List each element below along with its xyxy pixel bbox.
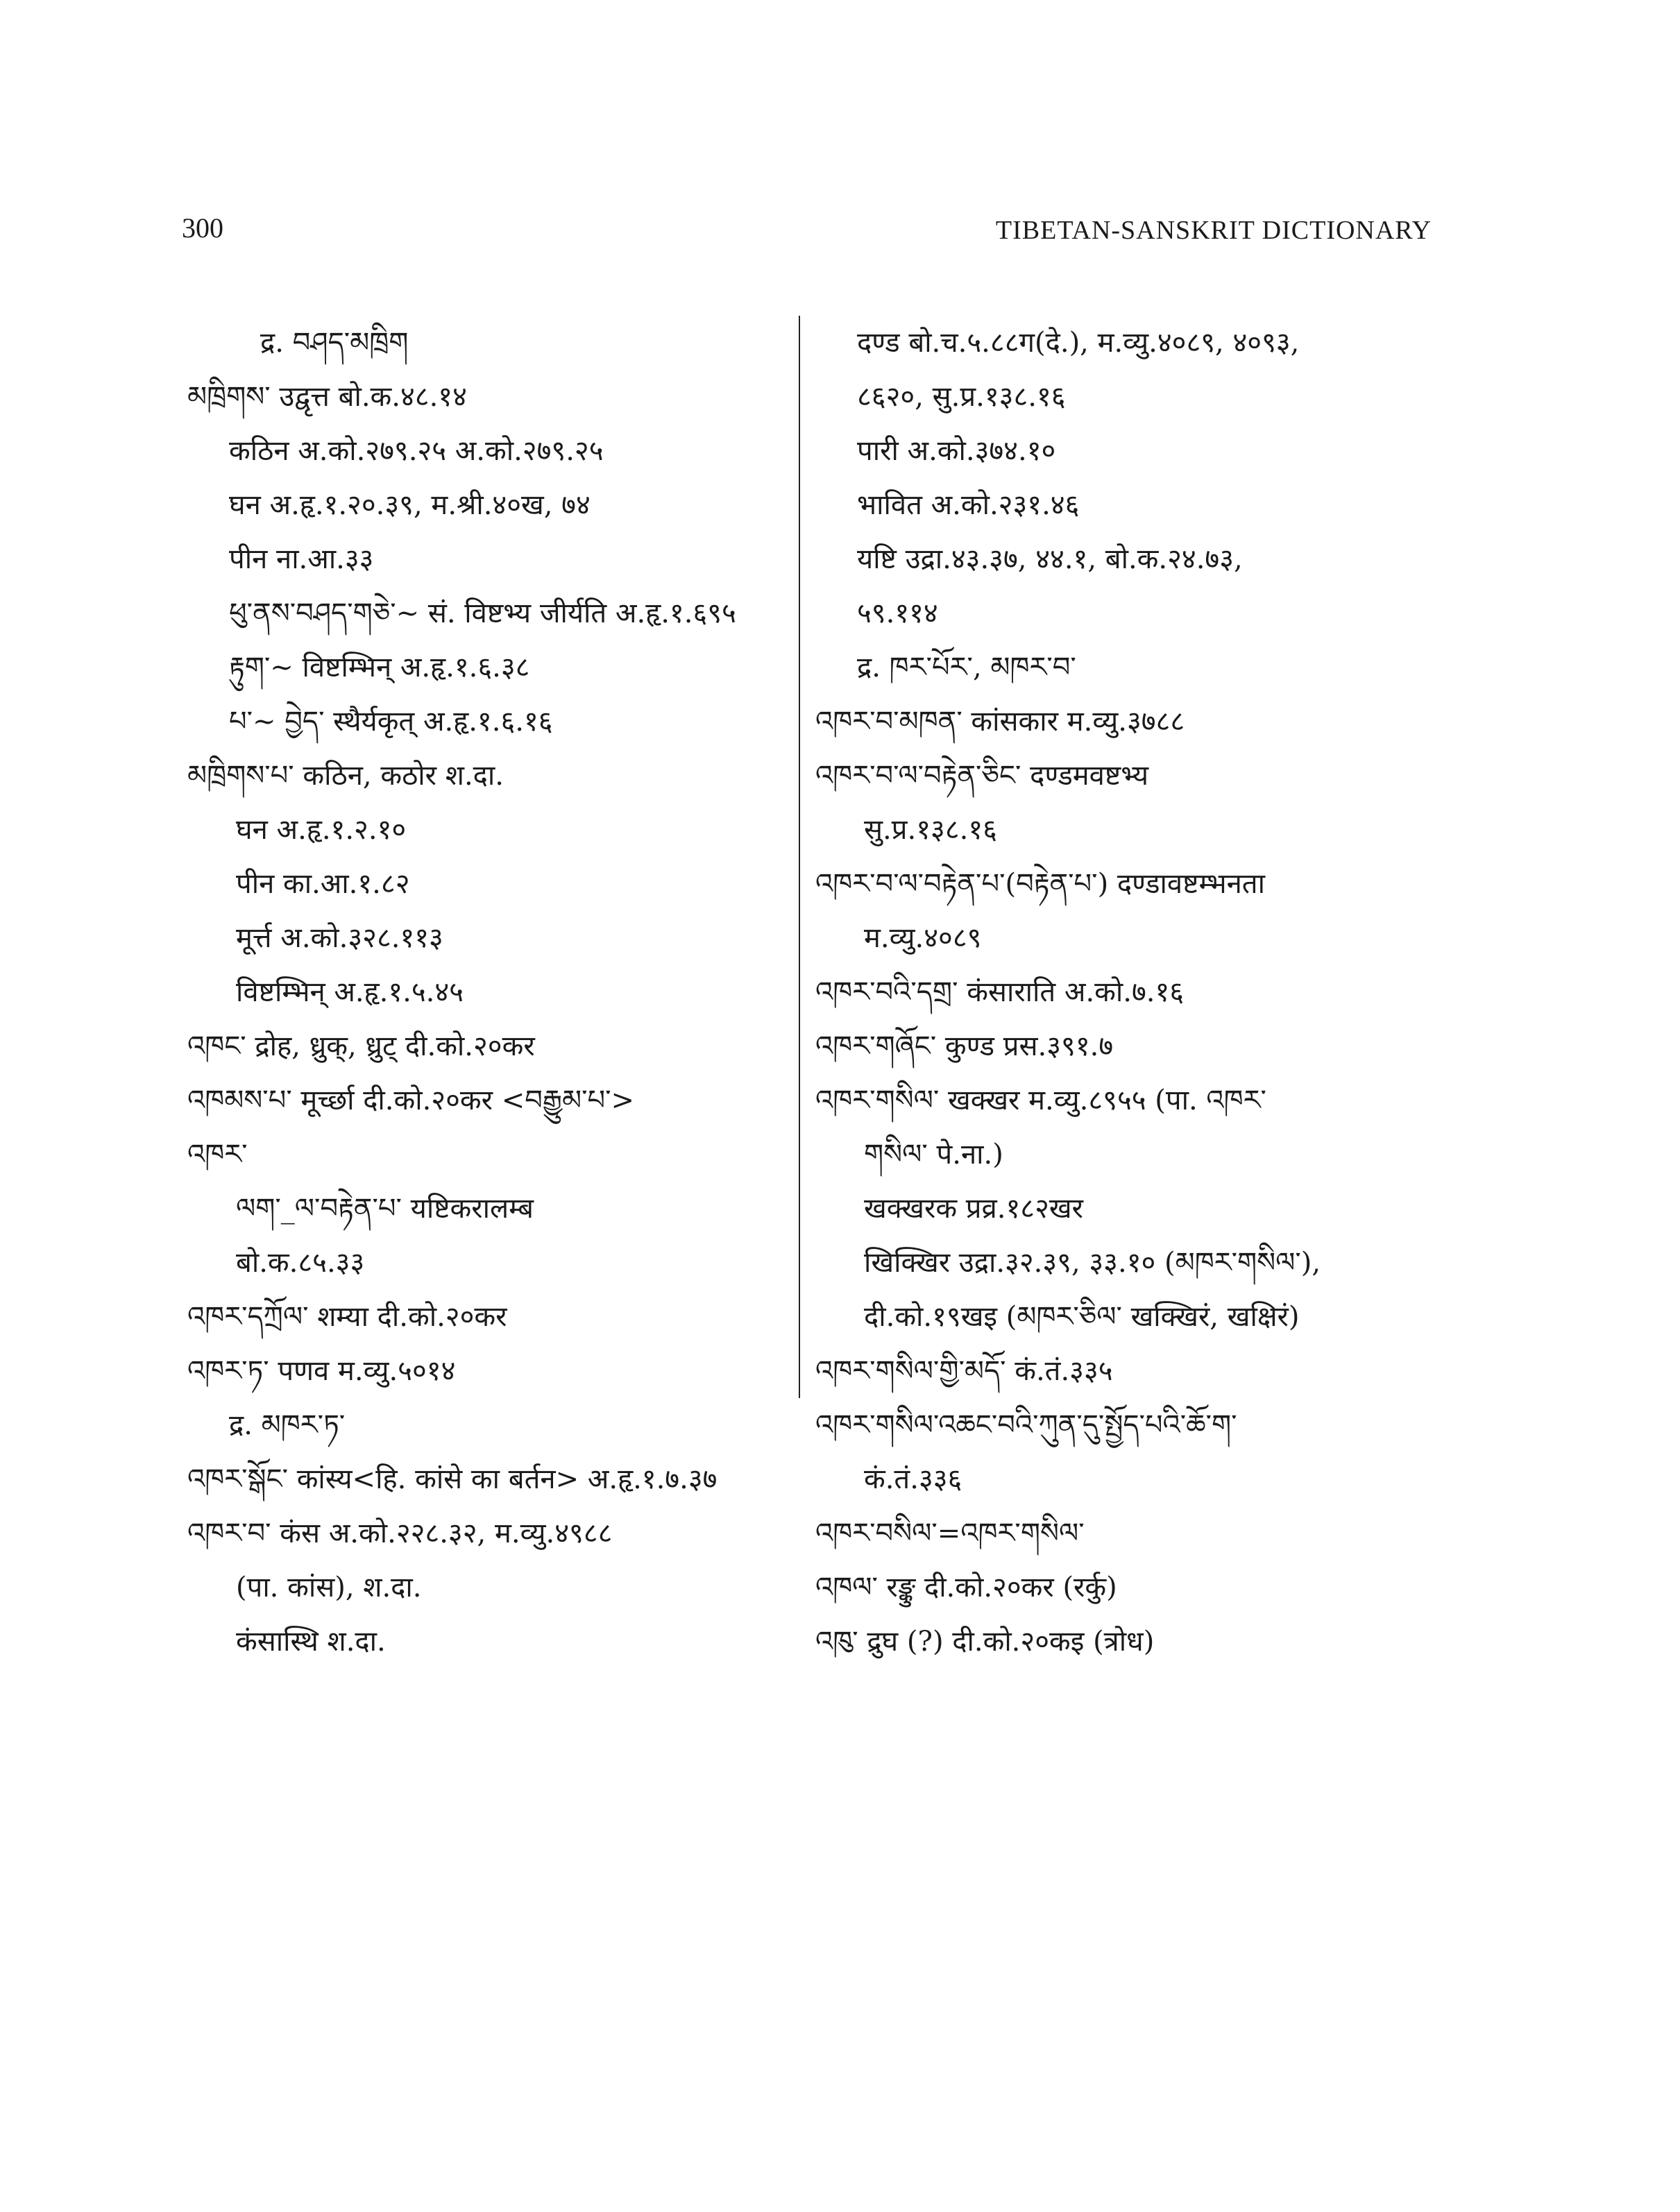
dictionary-entry-line: འཁར་གསིལ་གྱི་མདོ་ कं.तं.३३५ [815, 1355, 1113, 1387]
dictionary-entry-line: འཁར་བའི་དགྲ་ कंसाराति अ.को.७.१६ [815, 976, 1185, 1008]
dictionary-entry-line: འཁར་དཀྲོལ་ शम्या दी.को.२०कर [187, 1301, 507, 1333]
dictionary-entry-line: दी.को.१९खइ (མཁར་ཅིལ་ खक्खिरं, खक्षिरं) [864, 1301, 1300, 1333]
dictionary-entry-line: པ་~ བྱེད་ स्थैर्यकृत् अ.हृ.१.६.१६ [229, 706, 553, 738]
dictionary-entry-line: द्र. ཁར་པོར་, མཁར་བ་ [857, 652, 1076, 683]
dictionary-entry-line: मूर्त्त अ.को.३२८.११३ [236, 922, 443, 954]
dictionary-entry-line: མཁྲིགས་པ་ कठिन, कठोर श.दा. [187, 760, 504, 792]
left-column [187, 316, 784, 1669]
dictionary-entry-line: पीन ना.आ.३३ [229, 543, 374, 575]
dictionary-entry-line: सु.प्र.१३८.१६ [864, 814, 997, 846]
dictionary-entry-line: कठिन अ.को.२७९.२५ अ.को.२७९.२५ [229, 435, 604, 467]
dictionary-entry-line: འཁར་བ་མཁན་ कांसकार म.व्यु.३७८८ [815, 706, 1185, 738]
dictionary-entry-line: འཁམས་པ་ मूर्च्छा दी.को.२०कर <བརྒྱུམ་པ་> [187, 1084, 635, 1116]
dictionary-entry-line: दण्ड बो.च.५.८८ग(दे.), म.व्यु.४०८९, ४०९३, [857, 327, 1300, 359]
dictionary-entry-line: घन अ.हृ.१.२०.३९, म.श्री.४०ख, ७४ [229, 489, 591, 521]
dictionary-entry-line: འཁར་བསིལ་=འཁར་གསིལ་ [815, 1517, 1085, 1549]
dictionary-entry-line: འཁར་གཞོང་ कुण्ड प्रस.३९१.७ [815, 1030, 1114, 1062]
dictionary-entry-line: འཁལ་ रङ्कु दी.को.२०कर (रर्कु) [815, 1572, 1117, 1603]
dictionary-entry-line: ལག་_ལ་བརྟེན་པ་ यष्टिकरालम्ब [236, 1193, 534, 1225]
dictionary-entry-line: མཁྲིགས་ उद्वृत्त बो.क.४८.१४ [187, 381, 467, 413]
column-divider [799, 316, 800, 1398]
dictionary-entry-line: खिक्खिर उद्रा.३२.३९, ३३.१० (མཁར་གསིལ་), [864, 1247, 1321, 1279]
dictionary-entry-line: ཕུ་ནས་བཤད་གཅེ་~ सं. विष्टभ्य जीर्यति अ.हृ.१.६९५ [229, 597, 736, 629]
dictionary-entry-line: འཁར་བ་ལ་བརྟེན་པ་(བརྟེན་པ་) दण्डावष्टम्भनता [815, 868, 1265, 900]
dictionary-entry-line: གསིལ་ पे.ना.) [864, 1139, 1003, 1171]
dictionary-entry-line: ५९.११४ [857, 597, 938, 629]
dictionary-entry-line: खक्खरक प्रव्र.१८२खर [864, 1193, 1083, 1225]
dictionary-entry-line: द्र. བཤད་མཁྲིག [260, 327, 409, 359]
dictionary-entry-line: འཁུ་ द्रुघ (?) दी.को.२०कइ (त्रोध) [815, 1626, 1155, 1658]
dictionary-entry-line: भावित अ.को.२३१.४६ [857, 489, 1080, 521]
dictionary-entry-line: འཁར་བ་ कंस अ.को.२२८.३२, म.व्यु.४९८८ [187, 1517, 613, 1549]
dictionary-entry-line: म.व्यु.४०८९ [864, 922, 982, 954]
dictionary-entry-line: འཁར་གསིལ་འཆང་བའི་ཀུན་དུ་སྤྱོད་པའི་ཆོ་ག་ [815, 1409, 1237, 1441]
dictionary-entry-line: पीन का.आ.१.८२ [236, 868, 410, 900]
dictionary-entry-line: घन अ.हृ.१.२.१० [236, 814, 407, 846]
dictionary-entry-line: पारी अ.को.३७४.१० [857, 435, 1056, 467]
dictionary-entry-line: རྟུག་~ विष्टम्भिन् अ.हृ.१.६.३८ [229, 652, 530, 683]
dictionary-entry-line: འཁར་བ་ལ་བརྟེན་ཅིང་ दण्डमवष्टभ्य [815, 760, 1149, 792]
right-column [815, 316, 1454, 1669]
page-number: 300 [182, 212, 223, 244]
dictionary-entry-line: འཁར་ [187, 1139, 248, 1171]
dictionary-entry-line: कंसास्थि श.दा. [236, 1626, 386, 1658]
dictionary-entry-line: बो.क.८५.३३ [236, 1247, 365, 1279]
dictionary-entry-line: (पा. कांस), श.दा. [236, 1572, 422, 1603]
dictionary-entry-line: द्र. མཁར་ཏ་ [229, 1409, 346, 1441]
dictionary-entry-line: ८६२०, सु.प्र.१३८.१६ [857, 381, 1066, 413]
dictionary-entry-line: འཁར་གསིལ་ खक्खर म.व्यु.८९५५ (पा. འཁར་ [815, 1084, 1266, 1116]
dictionary-entry-line: कं.तं.३३६ [864, 1463, 962, 1495]
dictionary-entry-line: यष्टि उद्रा.४३.३७, ४४.१, बो.क.२४.७३, [857, 543, 1243, 575]
dictionary-entry-line: འཁང་ द्रोह, ध्रुक्, ध्रुट् दी.को.२०कर [187, 1030, 535, 1062]
dictionary-entry-line: འཁར་ཏ་ पणव म.व्यु.५०१४ [187, 1355, 456, 1387]
dictionary-entry-line: འཁར་སྒོང་ कांस्य<हि. कांसे का बर्तन> अ.हृ.१.७.३७ [187, 1463, 718, 1495]
running-title: TIBETAN-SANSKRIT DICTIONARY [995, 216, 1432, 245]
dictionary-entry-line: विष्टम्भिन् अ.हृ.१.५.४५ [236, 976, 464, 1008]
